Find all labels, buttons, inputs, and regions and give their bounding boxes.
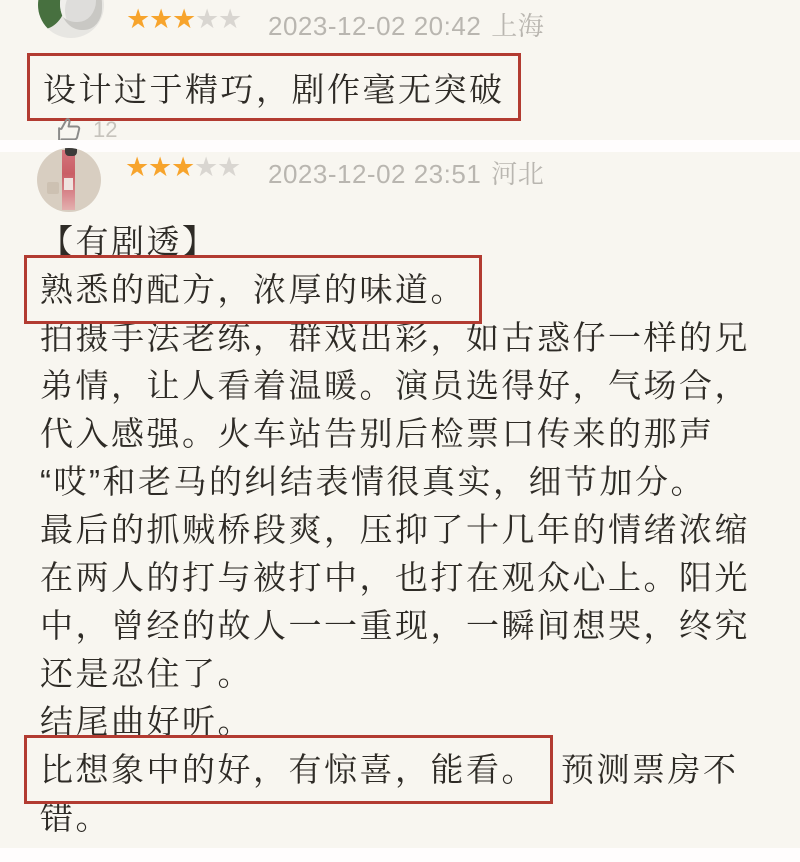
star-icon: ★ [149, 4, 174, 34]
star-icon: ★ [126, 4, 151, 34]
star-icon: ★ [217, 152, 242, 182]
avatar-seal-decoration [47, 182, 59, 194]
review-location: 上海 [491, 11, 545, 41]
avatar-seal-decoration [64, 178, 73, 190]
review-date: 2023-12-02 23:51 [268, 159, 482, 189]
avatar[interactable] [37, 148, 101, 212]
annotation-box: 熟悉的配方，浓厚的味道。 [40, 266, 466, 314]
avatar-seal-decoration [65, 148, 77, 156]
star-icon: ★ [218, 4, 243, 34]
star-icon: ★ [171, 152, 196, 182]
review-line: 结尾曲好听。 [40, 703, 253, 740]
spoiler-tag: 【有剧透】 [40, 223, 218, 260]
review-location: 河北 [491, 159, 545, 189]
star-icon: ★ [148, 152, 173, 182]
annotation-box: 设计过于精巧，剧作毫无突破 [43, 64, 505, 111]
review-line: 代入感强。火车站告别后检票口传来的那声 [40, 415, 715, 452]
star-icon: ★ [194, 152, 219, 182]
avatar-flower-decoration [60, 0, 102, 30]
like-count: 12 [93, 117, 118, 140]
review-card [0, 0, 800, 140]
review-headline [43, 64, 505, 111]
thumbs-up-icon [55, 116, 83, 140]
star-rating [125, 150, 240, 184]
star-rating [126, 2, 241, 36]
review-body [40, 218, 788, 842]
review-paragraph [40, 314, 788, 746]
review-meta [268, 6, 544, 43]
review-line [40, 746, 788, 794]
star-icon: ★ [172, 4, 197, 34]
star-icon: ★ [125, 152, 150, 182]
review-line: 还是忍住了。 [40, 655, 253, 692]
review-line: “哎”和老马的纠结表情很真实，细节加分。 [40, 463, 706, 500]
review-meta [268, 154, 544, 191]
review-line: 在两人的打与被打中，也打在观众心上。阳光 [40, 559, 750, 596]
review-line: 中，曾经的故人一一重现，一瞬间想哭，终究 [40, 607, 750, 644]
like-button[interactable] [55, 116, 117, 140]
review-line: 拍摄手法老练，群戏出彩，如古惑仔一样的兄 [40, 319, 750, 356]
avatar[interactable] [38, 0, 104, 38]
review-line-tail: 预测票房不 [561, 751, 739, 788]
annotation-box: 比想象中的好，有惊喜，能看。 [40, 746, 537, 794]
review-line: 弟情，让人看着温暖。演员选得好，气场合， [40, 367, 750, 404]
review-line: 错。 [40, 799, 111, 836]
star-icon: ★ [195, 4, 220, 34]
review-date: 2023-12-02 20:42 [268, 11, 482, 41]
review-line [40, 266, 788, 314]
review-line: 最后的抓贼桥段爽，压抑了十几年的情绪浓缩 [40, 511, 750, 548]
